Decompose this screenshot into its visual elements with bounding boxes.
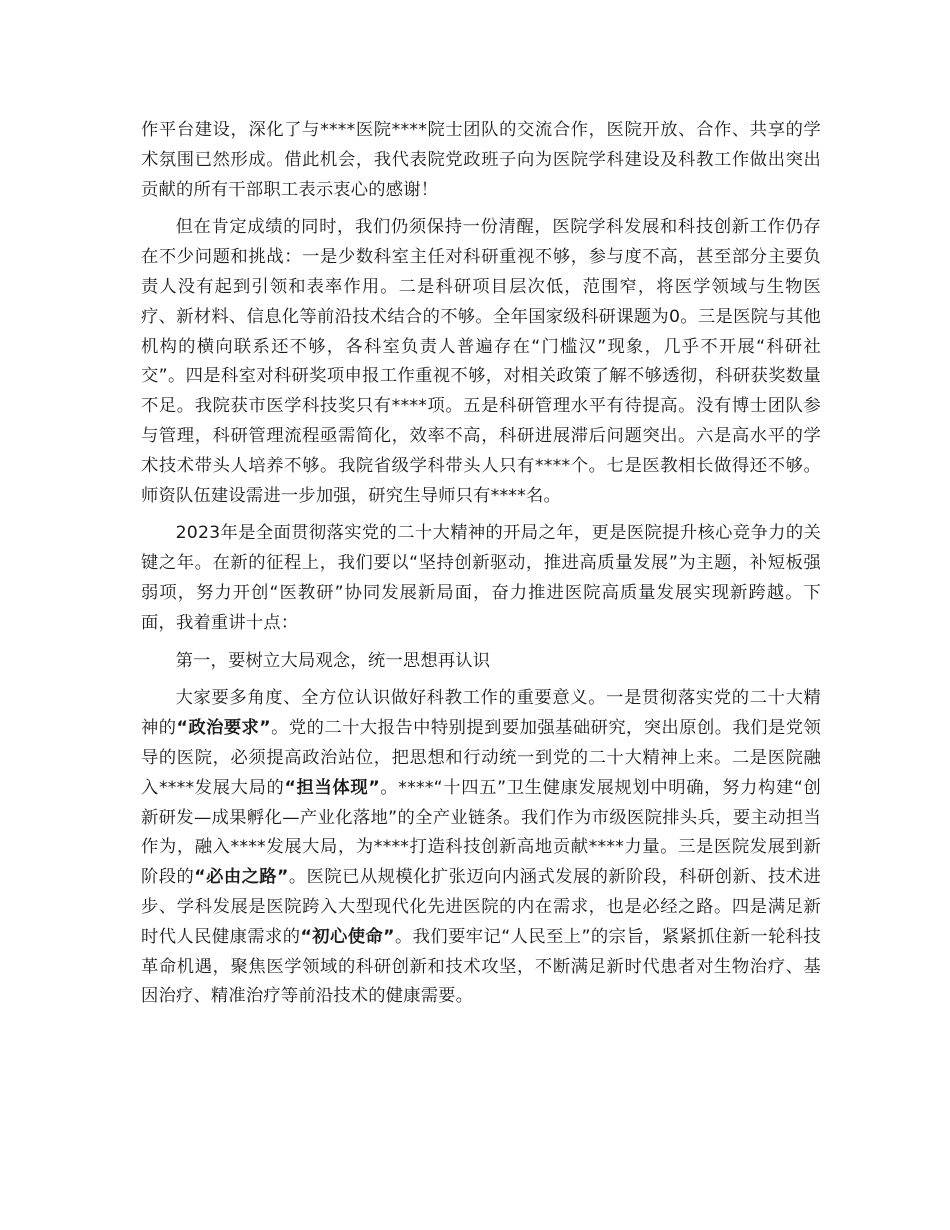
text-run: 。党的二十大报告中特别提到要加强基础研究，突出原创。我们是党领导的医院，必须提高政治站位，把思想和行动统一到党的二十大精神上来。二是医院融入****发展大局的 bbox=[141, 718, 822, 798]
paragraph bbox=[141, 213, 821, 511]
text-run: 。医院已从规模化扩张迈向内涵式发展的新阶段，科研创新、技术进步、学科发展是医院跨入大型现代化先进医院的内在需求，也是必经之路。四是满足新时代人民健康需求的 bbox=[141, 867, 821, 947]
paragraph bbox=[141, 647, 821, 677]
text-run: 作平台建设，深化了与****医院****院士团队的交流合作，医院开放、合作、共享的学术氛围已然形成。借此机会，我代表院党政班子向为医院学科建设及科教工作做出突出贡献的所有干部职工表示衷心的感谢！ bbox=[141, 120, 821, 200]
paragraph bbox=[141, 684, 821, 1012]
bold-phrase: “政治要求” bbox=[176, 718, 271, 739]
paragraph bbox=[141, 519, 821, 638]
text-run: 大家要多角度、全方位认识做好科教工作的重要意义。一是贯彻落实党的二十大精神的 bbox=[141, 688, 821, 739]
bold-phrase: “担当体现” bbox=[284, 777, 380, 798]
bold-phrase: “初心使命” bbox=[300, 926, 395, 947]
paragraph bbox=[141, 116, 821, 205]
document-page bbox=[141, 116, 821, 1020]
text-run: 。****“十四五”卫生健康发展规划中明确，努力构建“创新研发—成果孵化—产业化落地”的全产业链条。我们作为市级医院排头兵，要主动担当作为，融入****发展大局，为****打造科技创新高地贡献****力量。三是医院发展到新阶段的 bbox=[141, 777, 821, 888]
bold-phrase: “必由之路” bbox=[194, 867, 289, 888]
text-run: 但在肯定成绩的同时，我们仍须保持一份清醒，医院学科发展和科技创新工作仍存在不少问题和挑战：一是少数科室主任对科研重视不够，参与度不高，甚至部分主要负责人没有起到引领和表率作用。二是科研项目层次低，范围窄，将医学领域与生物医疗、新材料、信息化等前沿技术结合的不够。全年国家级科研课题为0。三是医院与其他机构的横向联系还不够，各科室负责人普遍存在“门槛汉”现象，几乎不开展“科研社交”。四是科室对科研奖项申报工作重视不够，对相关政策了解不够透彻，科研获奖数量不足。我院获市医学科技奖只有****项。五是科研管理水平有待提高。没有博士团队参与管理，科研管理流程亟需简化，效率不高，科研进展滞后问题突出。六是高水平的学术技术带头人培养不够。我院省级学科带头人只有****个。七是医教相长做得还不够。师资队伍建设需进一步加强，研究生导师只有****名。 bbox=[141, 217, 821, 506]
text-run: 2023年是全面贯彻落实党的二十大精神的开局之年，更是医院提升核心竞争力的关键之年。在新的征程上，我们要以“坚持创新驱动，推进高质量发展”为主题，补短板强弱项，努力开创“医教研”协同发展新局面，奋力推进医院高质量发展实现新跨越。下面，我着重讲十点： bbox=[141, 523, 821, 633]
text-run: 第一，要树立大局观念，统一思想再认识 bbox=[175, 650, 491, 671]
text-run: 。我们要牢记“人民至上”的宗旨，紧紧抓住新一轮科技革命机遇，聚焦医学领域的科研创新和技术攻坚，不断满足新时代患者对生物治疗、基因治疗、精准治疗等前沿技术的健康需要。 bbox=[141, 926, 821, 1007]
